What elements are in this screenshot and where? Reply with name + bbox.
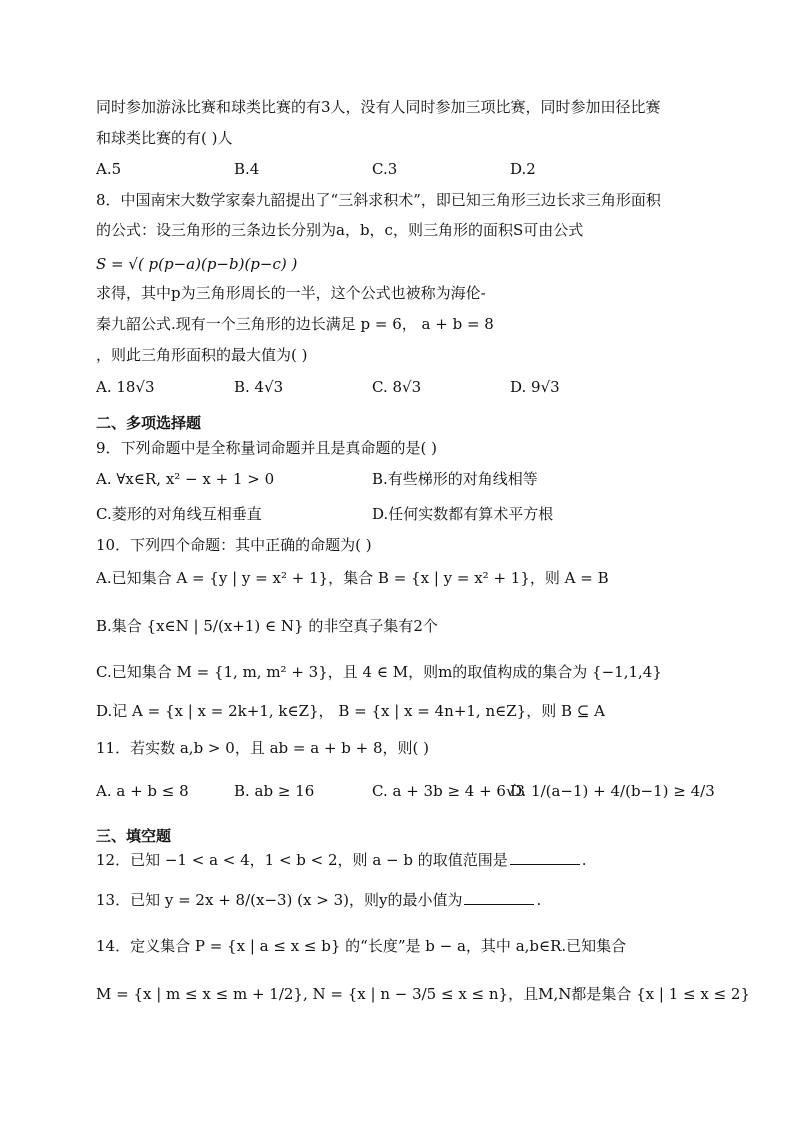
q10-option-b: B.集合 {x∈N | 5/(x+1) ∈ N} 的非空真子集有2个 — [96, 617, 438, 635]
section-heading-fill-in: 三、填空题 — [96, 827, 172, 845]
q11-text: 11．若实数 a,b > 0，且 ab = a + b + 8，则( ) — [96, 739, 430, 757]
q8-text-line-4: 秦九韶公式.现有一个三角形的边长满足 p = 6， a + b = 8 — [96, 315, 494, 333]
q8-option-d: D. 9√3 — [510, 378, 560, 396]
q14-text-line-2: M = {x | m ≤ x ≤ m + 1/2}, N = {x | n − 3/5 ≤ x ≤ n}，且M,N都是集合 {x | 1 ≤ x ≤ 2} — [96, 985, 751, 1003]
q7-text-line-1: 同时参加游泳比赛和球类比赛的有3人，没有人同时参加三项比赛，同时参加田径比赛 — [96, 98, 661, 116]
q10-option-c: C.已知集合 M = {1, m, m² + 3}，且 4 ∈ M，则m的取值构成的集合为 {−1,1,4} — [96, 663, 662, 681]
q10-option-d: D.记 A = {x | x = 2k+1, k∈Z}， B = {x | x = 4n+1, n∈Z}，则 B ⊆ A — [96, 702, 605, 720]
q8-option-a: A. 18√3 — [96, 378, 155, 396]
q7-option-b: B.4 — [234, 160, 260, 178]
q8-option-c: C. 8√3 — [372, 378, 422, 396]
q8-text-line-3: 求得，其中p为三角形周长的一半，这个公式也被称为海伦- — [96, 284, 486, 302]
q11-option-d: D. 1/(a−1) + 4/(b−1) ≥ 4/3 — [510, 782, 715, 800]
q7-option-d: D.2 — [510, 160, 536, 178]
q12-answer-blank — [510, 850, 580, 865]
q8-text-line-1: 8．中国南宋大数学家秦九韶提出了“三斜求积术”，即已知三角形三边长求三角形面积 — [96, 191, 661, 209]
q7-option-c: C.3 — [372, 160, 398, 178]
q8-option-b: B. 4√3 — [234, 378, 284, 396]
q10-text: 10．下列四个命题：其中正确的命题为( ) — [96, 536, 372, 554]
q9-option-c: C.菱形的对角线互相垂直 — [96, 505, 262, 523]
q12-text: 12．已知 −1 < a < 4，1 < b < 2，则 a − b 的取值范围是 — [96, 851, 508, 869]
q9-option-d: D.任何实数都有算术平方根 — [372, 505, 554, 523]
q13-answer-blank — [464, 890, 534, 905]
q9-text: 9．下列命题中是全称量词命题并且是真命题的是( ) — [96, 439, 438, 457]
q13-line: 13．已知 y = 2x + 8/(x−3) (x > 3)，则y的最小值为 . — [96, 891, 542, 909]
q7-option-a: A.5 — [96, 160, 122, 178]
q9-option-a: A. ∀x∈R, x² − x + 1 > 0 — [96, 470, 275, 488]
section-heading-multiple-choice: 二、多项选择题 — [96, 414, 202, 432]
q14-text-line-1: 14．定义集合 P = {x | a ≤ x ≤ b} 的“长度”是 b − a，其中 a,b∈R.已知集合 — [96, 937, 627, 955]
q9-option-b: B.有些梯形的对角线相等 — [372, 470, 538, 488]
q11-option-b: B. ab ≥ 16 — [234, 782, 315, 800]
q11-option-a: A. a + b ≤ 8 — [96, 782, 189, 800]
q13-text: 13．已知 y = 2x + 8/(x−3) (x > 3)，则y的最小值为 — [96, 891, 463, 909]
q10-option-a: A.已知集合 A = {y | y = x² + 1}，集合 B = {x | y = x² + 1}，则 A = B — [96, 569, 609, 587]
q8-text-line-5: ，则此三角形面积的最大值为( ) — [96, 346, 308, 364]
q8-formula: S = √( p(p−a)(p−b)(p−c) ) — [96, 255, 298, 273]
q12-line: 12．已知 −1 < a < 4，1 < b < 2，则 a − b 的取值范围是 . — [96, 851, 587, 869]
q8-text-line-2: 的公式：设三角形的三条边长分别为a，b，c，则三角形的面积S可由公式 — [96, 221, 584, 239]
q11-option-c: C. a + 3b ≥ 4 + 6√3 — [372, 782, 526, 800]
q7-text-line-2: 和球类比赛的有( )人 — [96, 129, 233, 147]
